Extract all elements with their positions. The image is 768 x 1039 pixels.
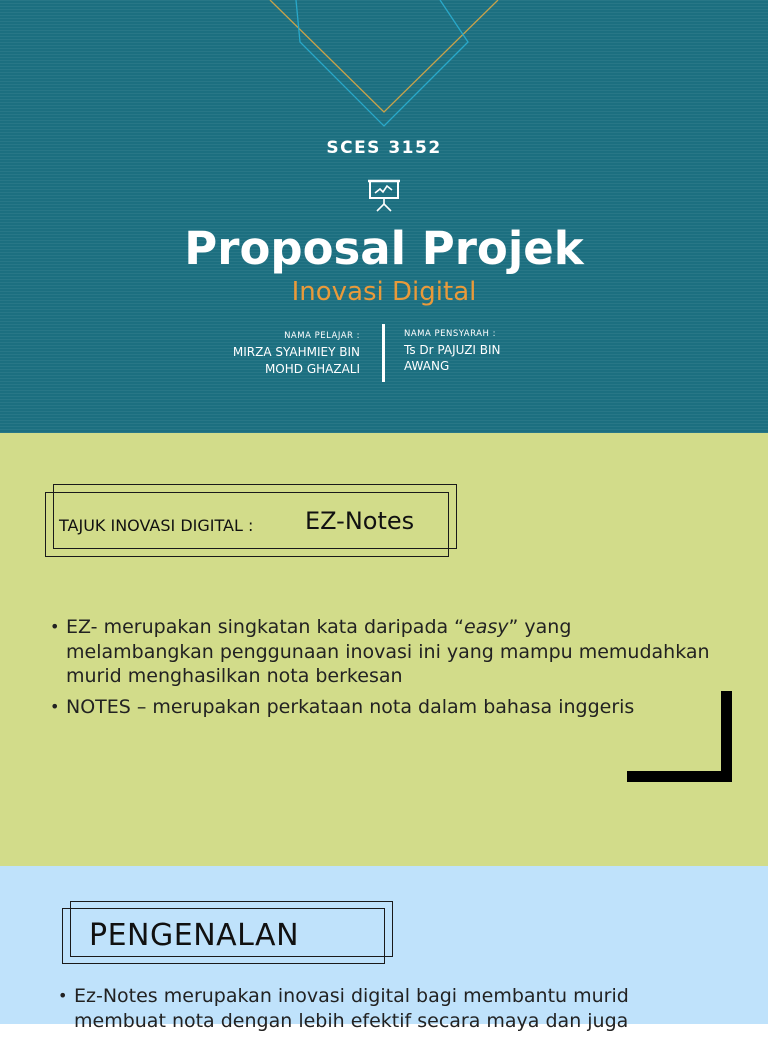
title-slide: [0, 0, 768, 433]
slide-title: Proposal Projek: [184, 222, 584, 275]
tajuk-value: EZ-Notes: [305, 507, 415, 535]
tajuk-bullet-list: [50, 615, 712, 725]
bullet-ez-post: ” yang melambangkan penggunaan inovasi ini yang mampu memudahkan murid menghasilkan nota berkesan: [66, 616, 710, 687]
bullet-ez-pre: EZ- merupakan singkatan kata daripada “: [66, 616, 465, 638]
info-divider: [382, 324, 385, 382]
bullet-ez: [50, 615, 712, 689]
lecturer-name-line1: Ts Dr PAJUZI BIN: [404, 343, 501, 357]
course-code: SCES 3152: [326, 138, 442, 158]
student-name-line2: MOHD GHAZALI: [264, 362, 360, 376]
bullet-pengenalan: • Ez-Notes merupakan inovasi digital bagi membantu murid membuat nota dengan lebih efektif secara maya dan juga: [58, 984, 698, 1033]
student-info: [233, 331, 360, 378]
bullet-ez-emphasis: easy: [464, 616, 509, 638]
lecturer-label: NAMA PENSYARAH :: [404, 329, 496, 339]
pengenalan-heading: PENGENALAN: [89, 918, 300, 953]
tajuk-label: TAJUK INOVASI DIGITAL :: [59, 516, 254, 535]
slide-subtitle: Inovasi Digital: [291, 277, 477, 307]
student-label: NAMA PELAJAR :: [284, 331, 360, 341]
lecturer-info: [404, 329, 501, 374]
pengenalan-bullet-list: [58, 984, 698, 1039]
corner-bracket-vertical: [721, 691, 732, 782]
bullet-notes: • NOTES – merupakan perkataan nota dalam bahasa inggeris: [50, 695, 712, 720]
corner-bracket-horizontal: [627, 771, 732, 782]
student-name-line1: MIRZA SYAHMIEY BIN: [232, 345, 360, 359]
presentation-chart-icon: [368, 178, 400, 212]
lecturer-name-line2: AWANG: [404, 359, 450, 373]
